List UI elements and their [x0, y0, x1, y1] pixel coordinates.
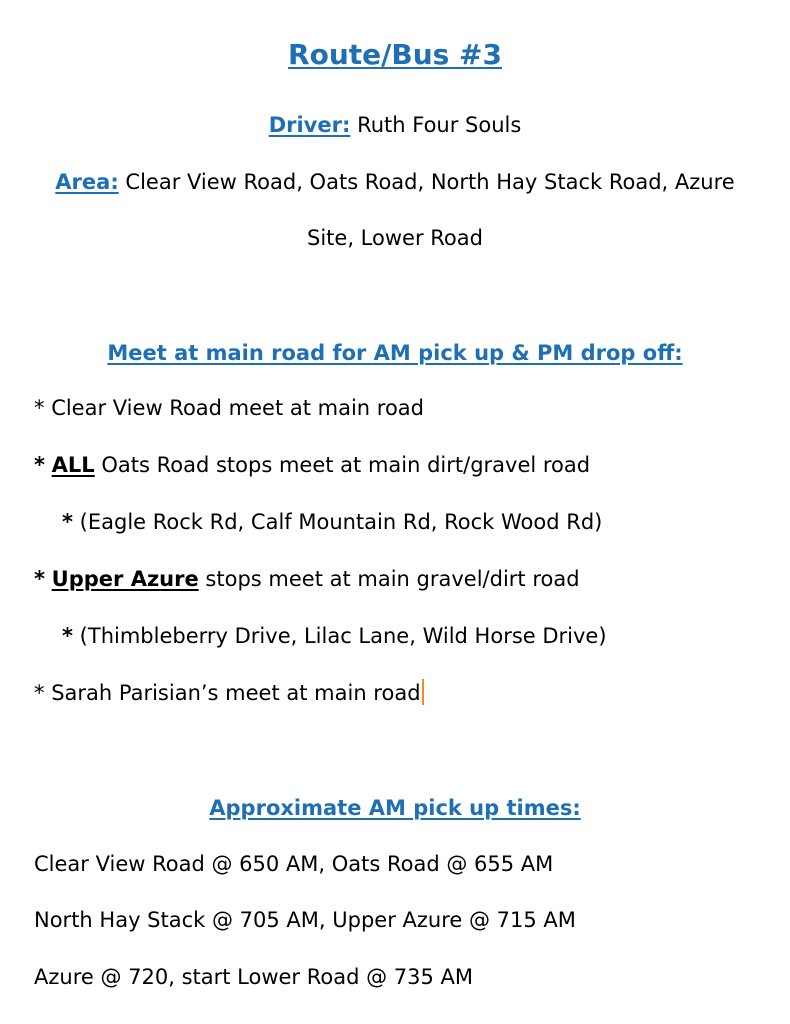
meet-item-text: stops meet at main gravel/dirt road [205, 567, 580, 591]
meet-item-text[interactable]: Sarah Parisian’s meet at main road [51, 681, 421, 705]
meet-sub-item [62, 508, 602, 536]
meet-item [34, 565, 580, 593]
emphasis-upper-azure: Upper Azure [51, 567, 199, 591]
meet-item [34, 394, 424, 422]
area-line-1 [0, 168, 790, 196]
meet-sub-item [62, 622, 607, 650]
bullet: * [34, 681, 45, 705]
meet-item[interactable] [34, 679, 424, 707]
pickup-time-line: Clear View Road @ 650 AM, Oats Road @ 655 AM [34, 852, 554, 876]
bullet: * [62, 510, 73, 534]
meet-item-text: Clear View Road meet at main road [51, 396, 425, 420]
emphasis-all: ALL [51, 453, 95, 477]
meet-item [34, 451, 590, 479]
driver-value: Ruth Four Souls [357, 113, 522, 137]
page-title: Route/Bus #3 [288, 38, 502, 71]
bullet: * [34, 453, 45, 477]
bullet: * [62, 624, 73, 648]
area-value-line-1: Clear View Road, Oats Road, North Hay Stack Road, Azure [125, 170, 735, 194]
area-value-line-2: Site, Lower Road [307, 226, 483, 250]
meet-sub-item-text: (Thimbleberry Drive, Lilac Lane, Wild Horse Drive) [79, 624, 607, 648]
bullet: * [34, 567, 45, 591]
bullet: * [34, 396, 45, 420]
driver-label: Driver: [268, 113, 351, 137]
area-label: Area: [55, 170, 119, 194]
text-cursor [422, 679, 424, 705]
pickup-time-line: North Hay Stack @ 705 AM, Upper Azure @ 715 AM [34, 908, 576, 932]
pickup-time-line: Azure @ 720, start Lower Road @ 735 AM [34, 965, 474, 989]
times-section-heading: Approximate AM pick up times: [209, 796, 581, 820]
meet-sub-item-text: (Eagle Rock Rd, Calf Mountain Rd, Rock Wood Rd) [79, 510, 603, 534]
meet-item-text: Oats Road stops meet at main dirt/gravel road [101, 453, 591, 477]
meet-section-heading: Meet at main road for AM pick up & PM drop off: [107, 341, 683, 365]
driver-line [0, 111, 790, 139]
